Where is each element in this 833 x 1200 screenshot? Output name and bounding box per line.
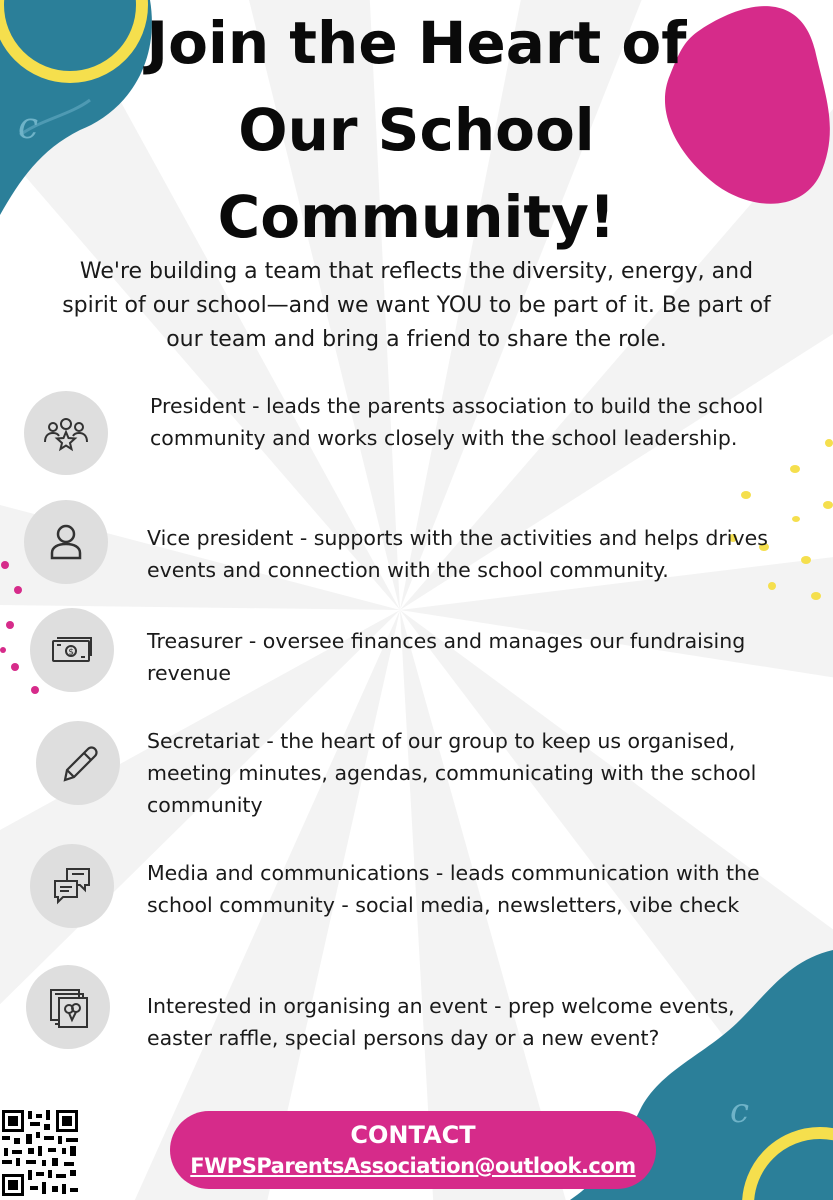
role-icon-circle bbox=[30, 608, 114, 692]
role-description: Vice president - supports with the activities and helps drives events and connection with the school community. bbox=[147, 526, 768, 582]
page-title bbox=[0, 0, 833, 261]
role-description: Secretariat - the heart of our group to keep us organised, meeting minutes, agendas, communicating with the school community bbox=[147, 729, 757, 817]
role-description: Media and communications - leads communication with the school community - social media, newsletters, vibe check bbox=[147, 861, 760, 917]
group-star-icon bbox=[41, 408, 91, 458]
role-icon-circle bbox=[24, 500, 108, 584]
role-icon-circle bbox=[36, 721, 120, 805]
role-description: President - leads the parents association to build the school community and works closely with the school leadership. bbox=[150, 394, 764, 450]
contact-label: CONTACT bbox=[350, 1121, 476, 1149]
title-line: Community! bbox=[217, 183, 616, 251]
svg-text:c: c bbox=[18, 106, 39, 147]
pencil-icon bbox=[53, 738, 103, 788]
intro-paragraph: We're building a team that reflects the diversity, energy, and spirit of our school—and we want YOU to be part of it. Be part of our team and bring a friend to share the role. bbox=[62, 259, 771, 352]
person-icon bbox=[41, 517, 91, 567]
title-line: Our School bbox=[238, 96, 595, 164]
role-description: Treasurer - oversee finances and manages our fundraising revenue bbox=[147, 629, 746, 685]
qr-code bbox=[0, 1108, 82, 1200]
role-icon-circle bbox=[24, 391, 108, 475]
title-line: Join the Heart of bbox=[146, 9, 687, 77]
role-description: Interested in organising an event - prep welcome events, easter raffle, special persons day or a new event? bbox=[147, 994, 735, 1050]
balloon-photo-icon bbox=[43, 982, 93, 1032]
role-icon-circle bbox=[26, 965, 110, 1049]
role-icon-circle bbox=[30, 844, 114, 928]
svg-text:$: $ bbox=[68, 647, 75, 658]
svg-text:c: c bbox=[730, 1091, 750, 1131]
contact-email-link[interactable]: FWPSParentsAssociation@outlook.com bbox=[190, 1154, 636, 1178]
contact-banner bbox=[170, 1111, 656, 1189]
money-icon bbox=[47, 625, 97, 675]
chat-icon bbox=[47, 861, 97, 911]
